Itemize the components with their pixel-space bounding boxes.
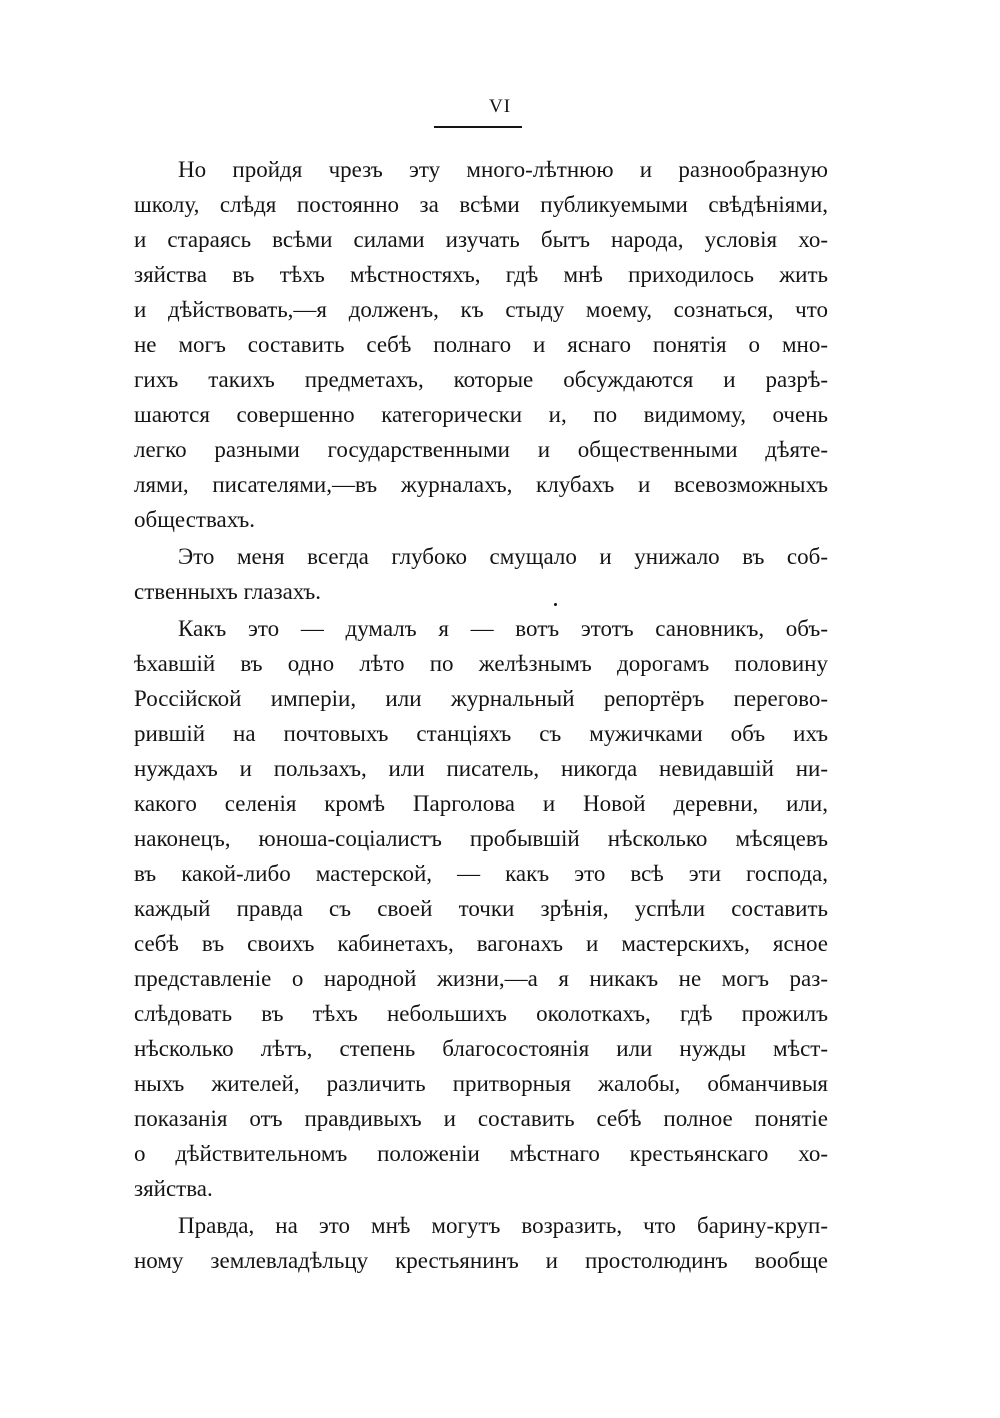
text-line: какого селенія кромѣ Парголова и Новой деревни, или, [134,791,828,816]
text-line: представленіе о народной жизни,—а я никакъ не могъ раз- [134,966,828,991]
paragraph-3 [134,611,828,1206]
text-line: Это меня всегда глубоко смущало и унижало въ соб- [178,544,828,569]
text-line: и стараясь всѣми силами изучать бытъ народа, условія хо- [134,227,828,252]
text-line: лями, писателями,—въ журналахъ, клубахъ и всевозможныхъ [134,472,828,497]
text-line: легко разными государственными и общественными дѣяте- [134,437,828,462]
text-line: нуждахъ и пользахъ, или писатель, никогда невидавшій ни- [134,756,828,781]
page-number: VI [488,96,512,117]
text-line: ныхъ жителей, различить притворныя жалобы, обманчивыя [134,1071,828,1096]
paragraph-2 [134,539,828,609]
text-line: показанія отъ правдивыхъ и составить себѣ полное понятіе [134,1106,828,1131]
text-line: Какъ это — думалъ я — вотъ этотъ сановникъ, объ- [178,616,828,641]
text-line: нѣсколько лѣтъ, степень благосостоянія или нужды мѣст- [134,1036,828,1061]
paragraph-4 [134,1208,828,1278]
text-line: ственныхъ глазахъ. [134,579,322,604]
text-line: себѣ въ своихъ кабинетахъ, вагонахъ и мастерскихъ, ясное [134,931,828,956]
text-line: ѣхавшій въ одно лѣто по желѣзнымъ дорогамъ половину [134,651,828,676]
page-number-rule [434,126,522,128]
paragraph-1 [134,152,828,537]
text-line: не могъ составить себѣ полнаго и яснаго понятія о мно- [134,332,828,357]
text-line: рившій на почтовыхъ станціяхъ съ мужичками объ ихъ [134,721,828,746]
text-line: зяйства. [134,1176,213,1201]
text-line: Но пройдя чрезъ эту много-лѣтнюю и разнообразную [178,157,828,182]
text-line: въ какой-либо мастерской, — какъ это всѣ эти господа, [134,861,828,886]
text-line: каждый правда съ своей точки зрѣнія, успѣли составить [134,896,828,921]
text-line: о дѣйствительномъ положеніи мѣстнаго крестьянскаго хо- [134,1141,828,1166]
text-line: наконецъ, юноша-соціалистъ пробывшій нѣсколько мѣсяцевъ [134,826,828,851]
text-line: зяйства въ тѣхъ мѣстностяхъ, гдѣ мнѣ приходилось жить [134,262,828,287]
text-line: шаются совершенно категорически и, по видимому, очень [134,402,828,427]
text-line: ному землевладѣльцу крестьянинъ и простолюдинъ вообще [134,1248,828,1273]
text-line: Правда, на это мнѣ могутъ возразить, что барину-круп- [178,1213,828,1238]
text-line: и дѣйствовать,—я долженъ, къ стыду моему, сознаться, что [134,297,828,322]
text-line: слѣдовать въ тѣхъ небольшихъ околоткахъ, гдѣ прожилъ [134,1001,828,1026]
text-line: Россійской имперіи, или журнальный репортёръ перегово- [134,686,828,711]
print-speck [554,603,557,606]
body-text [134,152,828,1278]
text-line: школу, слѣдя постоянно за всѣми публикуемыми свѣдѣніями, [134,192,828,217]
text-line: гихъ такихъ предметахъ, которые обсуждаются и разрѣ- [134,367,828,392]
text-line: обществахъ. [134,507,255,532]
